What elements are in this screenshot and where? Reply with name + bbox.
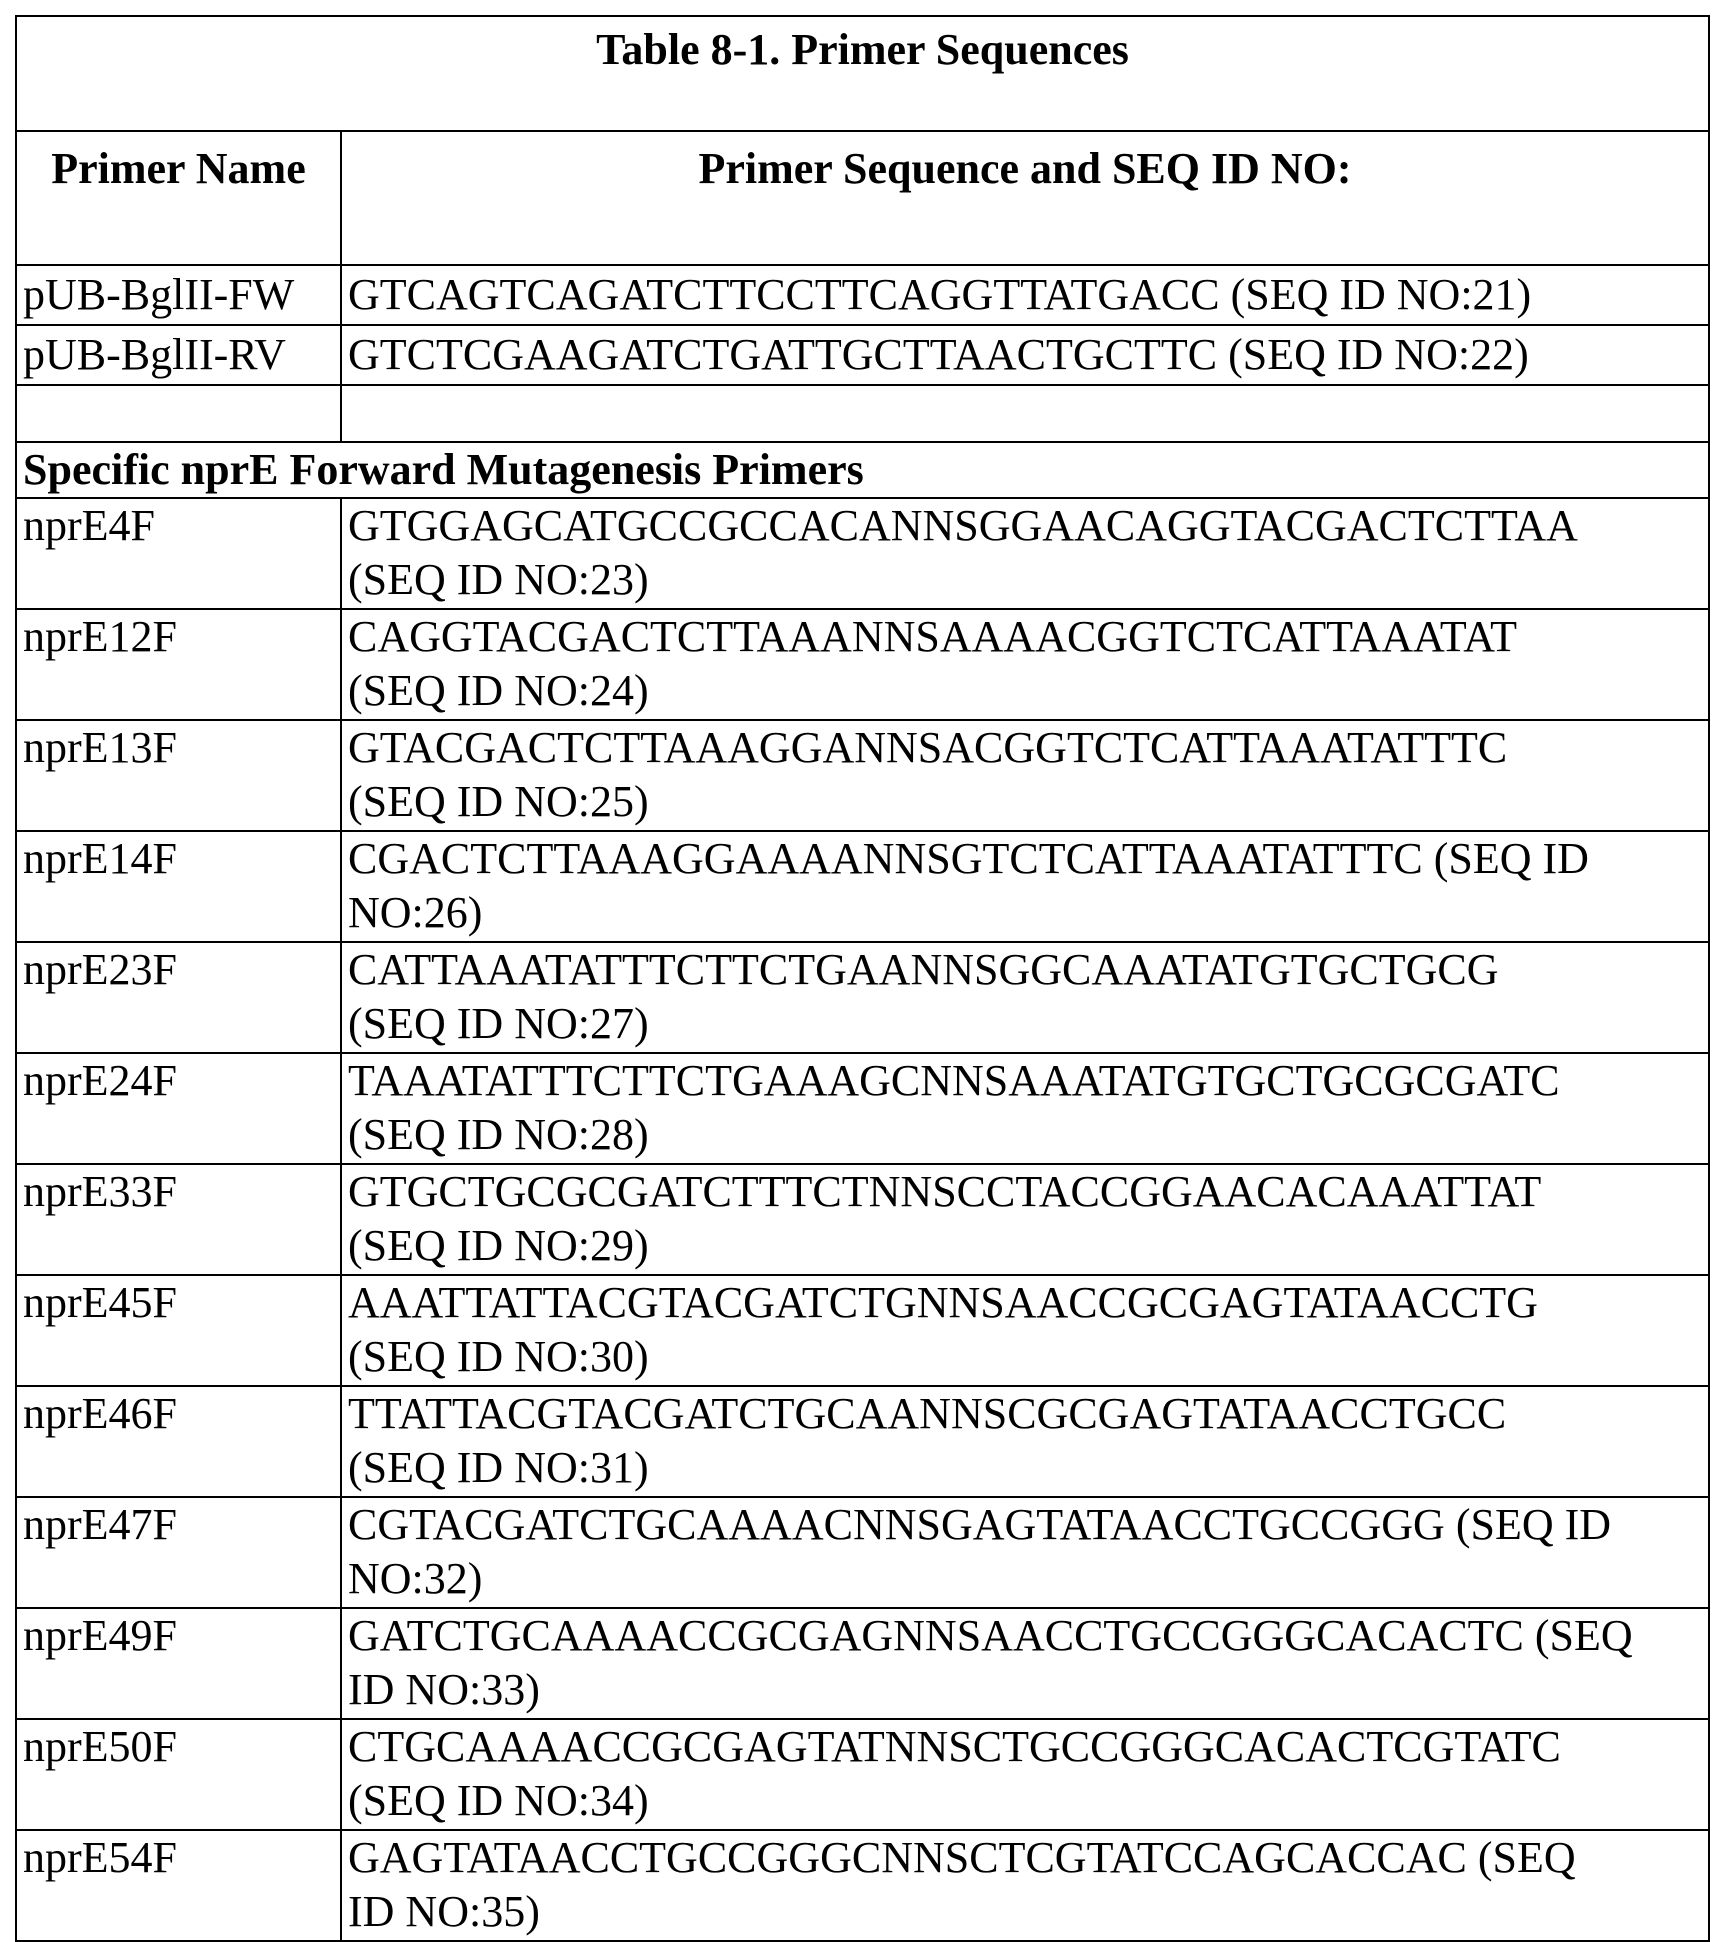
- primer-sequence: [341, 1164, 1709, 1275]
- sequence-line-1: CAGGTACGACTCTTAAANNSAAAACGGTCTCATTAAATAT: [348, 610, 1702, 664]
- primer-sequence: [341, 720, 1709, 831]
- primer-name: nprE14F: [16, 831, 341, 942]
- header-primer-sequence: Primer Sequence and SEQ ID NO:: [341, 131, 1709, 265]
- primer-sequence: GTCAGTCAGATCTTCCTTCAGGTTATGACC (SEQ ID NO:21): [341, 265, 1709, 325]
- table-row: [16, 1497, 1709, 1608]
- primer-name: nprE24F: [16, 1053, 341, 1164]
- primer-sequence: [341, 831, 1709, 942]
- table-row: [16, 1386, 1709, 1497]
- section-title: Specific nprE Forward Mutagenesis Primers: [16, 442, 1709, 498]
- primer-sequence: [341, 1719, 1709, 1830]
- table-row: [16, 1164, 1709, 1275]
- sequence-line-1: GTACGACTCTTAAAGGANNSACGGTCTCATTAAATATTTC: [348, 721, 1702, 775]
- primer-name: nprE50F: [16, 1719, 341, 1830]
- sequence-line-2: (SEQ ID NO:31): [348, 1441, 1702, 1495]
- title-row: [16, 16, 1709, 131]
- blank-cell: [16, 385, 341, 442]
- table-row: [16, 609, 1709, 720]
- table-row: [16, 1053, 1709, 1164]
- sequence-line-1: GTGGAGCATGCCGCCACANNSGGAACAGGTACGACTCTTAA: [348, 499, 1702, 553]
- primer-sequence: [341, 498, 1709, 609]
- table-row: [16, 1275, 1709, 1386]
- sequence-line-2: ID NO:35): [348, 1885, 1702, 1939]
- sequence-line-2: NO:26): [348, 886, 1702, 940]
- sequence-line-2: (SEQ ID NO:34): [348, 1774, 1702, 1828]
- sequence-line-1: GATCTGCAAAACCGCGAGNNSAACCTGCCGGGCACACTC (SEQ: [348, 1609, 1702, 1663]
- sequence-line-1: CGTACGATCTGCAAAACNNSGAGTATAACCTGCCGGG (SEQ ID: [348, 1498, 1702, 1552]
- header-primer-name: Primer Name: [16, 131, 341, 265]
- primer-name: pUB-BglII-RV: [16, 325, 341, 385]
- primer-sequence: [341, 1275, 1709, 1386]
- primer-sequence: [341, 1830, 1709, 1941]
- sequence-line-1: CTGCAAAACCGCGAGTATNNSCTGCCGGGCACACTCGTATC: [348, 1720, 1702, 1774]
- primer-name: nprE45F: [16, 1275, 341, 1386]
- primer-name: nprE47F: [16, 1497, 341, 1608]
- section-row: [16, 442, 1709, 498]
- table-row: [16, 265, 1709, 325]
- primer-name: nprE54F: [16, 1830, 341, 1941]
- table-row: [16, 720, 1709, 831]
- primer-rows: [16, 498, 1709, 1941]
- table-row: [16, 1608, 1709, 1719]
- primer-name: pUB-BglII-FW: [16, 265, 341, 325]
- sequence-line-2: NO:32): [348, 1552, 1702, 1606]
- primer-sequence: [341, 1608, 1709, 1719]
- sequence-line-2: (SEQ ID NO:25): [348, 775, 1702, 829]
- sequence-line-2: (SEQ ID NO:28): [348, 1108, 1702, 1162]
- sequence-line-1: TTATTACGTACGATCTGCAANNSCGCGAGTATAACCTGCC: [348, 1387, 1702, 1441]
- table-row: [16, 831, 1709, 942]
- primer-sequence: [341, 1053, 1709, 1164]
- sequence-line-1: AAATTATTACGTACGATCTGNNSAACCGCGAGTATAACCTG: [348, 1276, 1702, 1330]
- sequence-line-2: (SEQ ID NO:29): [348, 1219, 1702, 1273]
- sequence-line-2: (SEQ ID NO:23): [348, 553, 1702, 607]
- primer-name: nprE49F: [16, 1608, 341, 1719]
- sequence-line-1: TAAATATTTCTTCTGAAAGCNNSAAATATGTGCTGCGCGATC: [348, 1054, 1702, 1108]
- sequence-line-2: (SEQ ID NO:24): [348, 664, 1702, 718]
- primer-sequence: [341, 942, 1709, 1053]
- primer-name: nprE46F: [16, 1386, 341, 1497]
- primer-name: nprE12F: [16, 609, 341, 720]
- primer-name: nprE23F: [16, 942, 341, 1053]
- primer-name: nprE13F: [16, 720, 341, 831]
- primer-sequence: [341, 1386, 1709, 1497]
- primer-sequence: [341, 609, 1709, 720]
- sequence-line-1: CATTAAATATTTCTTCTGAANNSGGCAAATATGTGCTGCG: [348, 943, 1702, 997]
- primer-table: [15, 15, 1710, 1942]
- blank-cell: [341, 385, 1709, 442]
- sequence-line-1: CGACTCTTAAAGGAAAANNSGTCTCATTAAATATTTC (SEQ ID: [348, 832, 1702, 886]
- sequence-line-2: ID NO:33): [348, 1663, 1702, 1717]
- primer-sequence: GTCTCGAAGATCTGATTGCTTAACTGCTTC (SEQ ID NO:22): [341, 325, 1709, 385]
- table-title: Table 8-1. Primer Sequences: [16, 16, 1709, 131]
- primer-name: nprE4F: [16, 498, 341, 609]
- table-row: [16, 1719, 1709, 1830]
- sequence-line-2: (SEQ ID NO:27): [348, 997, 1702, 1051]
- table-row: [16, 1830, 1709, 1941]
- sequence-line-1: GAGTATAACCTGCCGGGCNNSCTCGTATCCAGCACCAC (SEQ: [348, 1831, 1702, 1885]
- sequence-line-2: (SEQ ID NO:30): [348, 1330, 1702, 1384]
- header-row: [16, 131, 1709, 265]
- table-row: [16, 942, 1709, 1053]
- primer-sequence: [341, 1497, 1709, 1608]
- table-row: [16, 498, 1709, 609]
- sequence-line-1: GTGCTGCGCGATCTTTCTNNSCCTACCGGAACACAAATTAT: [348, 1165, 1702, 1219]
- blank-row: [16, 385, 1709, 442]
- table-row: [16, 325, 1709, 385]
- primer-name: nprE33F: [16, 1164, 341, 1275]
